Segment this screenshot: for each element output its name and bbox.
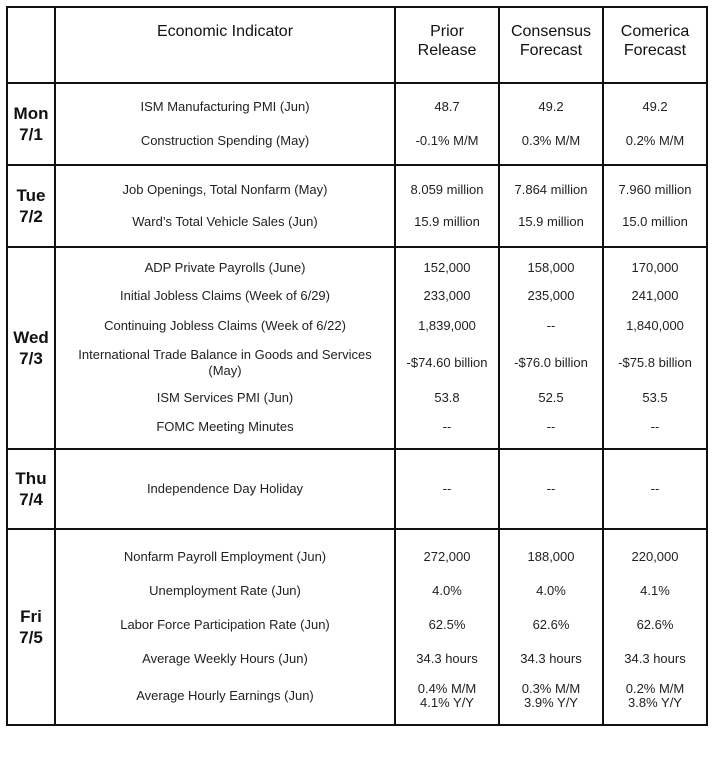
indicator-cell [55,247,395,449]
consensus-value [500,206,602,238]
consensus-value [500,384,602,412]
prior-text: -$74.60 billion [406,355,488,370]
header-day [7,7,55,83]
indicator-name [56,676,394,716]
comerica-text: 34.3 hours [624,651,686,666]
day-date: 7/2 [19,207,43,226]
day-cell [7,529,55,725]
indicator-name [56,206,394,238]
indicator-name [56,282,394,310]
prior-text: 152,000 [423,260,471,275]
prior-cell [395,247,499,449]
prior-text: 62.5% [428,617,466,632]
prior-value [396,174,498,206]
consensus-text: 4.0% [536,583,566,598]
day-cell [7,83,55,165]
consensus-value-line: 0.3% M/M [521,681,581,696]
prior-text: 53.8 [434,390,460,405]
comerica-value [604,310,706,342]
comerica-value [604,472,706,506]
consensus-text: 235,000 [527,288,575,303]
indicator-cell [55,529,395,725]
day-cell [7,449,55,529]
prior-text: 8.059 million [410,182,484,197]
indicator-text: ADP Private Payrolls (June) [144,260,306,275]
indicator-cell [55,449,395,529]
comerica-text: 53.5 [642,390,668,405]
consensus-text: 49.2 [538,99,564,114]
day-row [7,83,707,165]
prior-cell [395,529,499,725]
day-cell [7,165,55,247]
prior-value [396,124,498,158]
consensus-value [500,254,602,282]
prior-value [396,90,498,124]
header-prior-line1: Prior [430,23,464,40]
indicator-name [56,574,394,608]
indicator-text: Continuing Jobless Claims (Week of 6/22) [104,318,346,333]
comerica-value [604,574,706,608]
prior-value [396,540,498,574]
day-name: Mon [13,104,49,123]
comerica-cell [603,83,707,165]
consensus-cell [499,165,603,247]
comerica-value [604,342,706,384]
header-consensus-line1: Consensus [510,23,592,40]
consensus-text: 188,000 [527,549,575,564]
comerica-value [604,412,706,442]
comerica-value [604,676,706,716]
prior-text: 48.7 [434,99,460,114]
prior-cell [395,165,499,247]
day-name: Thu [15,469,47,488]
consensus-value [500,472,602,506]
indicator-name [56,540,394,574]
indicator-cell [55,83,395,165]
day-row [7,449,707,529]
comerica-text: -- [650,481,660,496]
prior-value [396,642,498,676]
consensus-value-line: 3.9% Y/Y [524,695,578,710]
indicator-name [56,310,394,342]
indicator-text: Labor Force Participation Rate (Jun) [120,617,330,632]
comerica-value [604,254,706,282]
indicator-name [56,608,394,642]
indicator-text: Construction Spending (May) [140,133,310,148]
day-date: 7/3 [19,349,43,368]
prior-value [396,282,498,310]
indicator-cell [55,165,395,247]
comerica-text: 4.1% [640,583,670,598]
day-date: 7/4 [19,490,43,509]
prior-value [396,342,498,384]
day-name: Tue [16,186,46,205]
consensus-value [500,412,602,442]
prior-text: 34.3 hours [416,651,478,666]
indicator-text: Nonfarm Payroll Employment (Jun) [123,549,327,564]
consensus-text: 15.9 million [518,214,584,229]
consensus-cell [499,247,603,449]
prior-value [396,574,498,608]
consensus-value [500,282,602,310]
comerica-text: 62.6% [636,617,674,632]
comerica-value [604,384,706,412]
prior-cell [395,83,499,165]
prior-value [396,676,498,716]
indicator-name [56,174,394,206]
comerica-text: 7.960 million [618,182,692,197]
consensus-text: 0.3% M/M [521,133,581,148]
indicator-text: International Trade Balance in Goods and Services (May) [78,347,372,378]
comerica-value [604,608,706,642]
prior-value [396,384,498,412]
table-body [7,83,707,725]
comerica-value [604,206,706,238]
indicator-text: ISM Manufacturing PMI (Jun) [140,99,310,114]
day-cell [7,247,55,449]
consensus-cell [499,83,603,165]
consensus-text: 158,000 [527,260,575,275]
comerica-value-line: 3.8% Y/Y [628,695,682,710]
prior-value [396,608,498,642]
consensus-value [500,90,602,124]
consensus-text: -- [546,318,556,333]
header-prior-release [395,7,499,83]
indicator-name [56,254,394,282]
comerica-cell [603,165,707,247]
comerica-text: 241,000 [631,288,679,303]
day-name: Wed [13,328,49,347]
day-name: Fri [20,607,42,626]
consensus-text: -$76.0 billion [514,355,588,370]
comerica-value [604,642,706,676]
prior-text: 15.9 million [414,214,480,229]
economic-calendar-table [6,6,708,726]
consensus-value [500,642,602,676]
prior-text: -- [442,481,452,496]
prior-value-line: 0.4% M/M [417,681,477,696]
header-consensus-line2: Forecast [519,42,583,59]
comerica-text: 49.2 [642,99,668,114]
header-consensus-forecast [499,7,603,83]
prior-text: 1,839,000 [418,318,476,333]
prior-value [396,310,498,342]
consensus-value [500,124,602,158]
indicator-name [56,642,394,676]
prior-value [396,472,498,506]
header-comerica-line2: Forecast [623,42,687,59]
consensus-value [500,540,602,574]
day-row [7,247,707,449]
indicator-name [56,124,394,158]
consensus-cell [499,449,603,529]
indicator-text: Initial Jobless Claims (Week of 6/29) [119,288,330,303]
header-comerica-line1: Comerica [620,23,690,40]
indicator-text: Ward’s Total Vehicle Sales (Jun) [132,214,318,229]
comerica-value [604,124,706,158]
header-row [7,7,707,83]
indicator-name [56,342,394,384]
indicator-text: Independence Day Holiday [146,481,304,496]
consensus-text: 62.6% [532,617,570,632]
comerica-cell [603,247,707,449]
comerica-value-line: 0.2% M/M [625,681,685,696]
indicator-text: FOMC Meeting Minutes [156,419,294,434]
comerica-text: 170,000 [631,260,679,275]
header-indicator: Economic Indicator [55,7,395,83]
prior-value [396,206,498,238]
indicator-name [56,472,394,506]
consensus-text: 34.3 hours [520,651,582,666]
consensus-value [500,574,602,608]
header-comerica-forecast [603,7,707,83]
indicator-name [56,90,394,124]
consensus-text: -- [546,481,556,496]
indicator-name [56,384,394,412]
comerica-cell [603,529,707,725]
prior-value-line: 4.1% Y/Y [420,695,474,710]
consensus-value [500,310,602,342]
comerica-value [604,174,706,206]
comerica-text: 220,000 [631,549,679,564]
indicator-text: Average Hourly Earnings (Jun) [136,688,314,703]
prior-text: 272,000 [423,549,471,564]
day-row [7,529,707,725]
indicator-text: Job Openings, Total Nonfarm (May) [122,182,328,197]
comerica-value [604,282,706,310]
indicator-name [56,412,394,442]
comerica-value [604,90,706,124]
prior-text: 233,000 [423,288,471,303]
consensus-value [500,608,602,642]
prior-value [396,254,498,282]
header-prior-line2: Release [417,42,477,59]
consensus-text: 7.864 million [514,182,588,197]
prior-text: -- [442,419,452,434]
comerica-value [604,540,706,574]
comerica-text: -- [650,419,660,434]
day-date: 7/1 [19,125,43,144]
consensus-value [500,342,602,384]
consensus-text: 52.5 [538,390,564,405]
prior-text: 4.0% [432,583,462,598]
prior-cell [395,449,499,529]
prior-text: -0.1% M/M [415,133,479,148]
comerica-cell [603,449,707,529]
consensus-value [500,676,602,716]
indicator-text: Unemployment Rate (Jun) [149,583,301,598]
day-date: 7/5 [19,628,43,647]
consensus-value [500,174,602,206]
prior-value [396,412,498,442]
consensus-cell [499,529,603,725]
comerica-text: 1,840,000 [626,318,684,333]
comerica-text: 0.2% M/M [625,133,685,148]
day-row [7,165,707,247]
consensus-text: -- [546,419,556,434]
indicator-text: ISM Services PMI (Jun) [156,390,294,405]
comerica-text: -$75.8 billion [618,355,692,370]
comerica-text: 15.0 million [622,214,688,229]
indicator-text: Average Weekly Hours (Jun) [142,651,308,666]
